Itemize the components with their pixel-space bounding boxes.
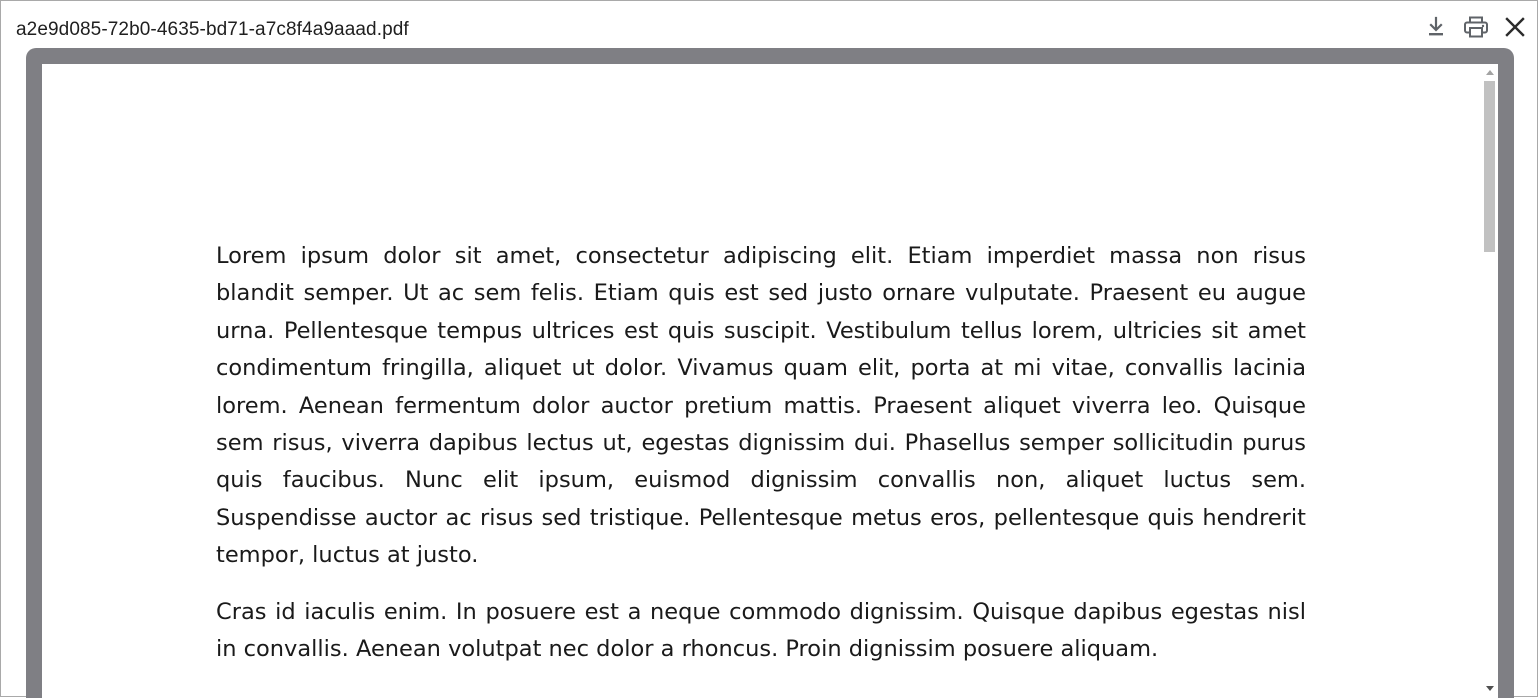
download-button[interactable] — [1422, 13, 1450, 41]
scroll-down-arrow-icon[interactable] — [1486, 686, 1494, 691]
scroll-up-arrow-icon[interactable] — [1486, 70, 1494, 75]
pdf-viewer — [26, 48, 1514, 698]
close-button[interactable] — [1501, 13, 1529, 41]
document-text — [216, 238, 1306, 687]
pdf-page — [42, 64, 1498, 698]
vertical-scrollbar[interactable] — [1482, 64, 1498, 698]
paragraph: Lorem ipsum dolor sit amet, consectetur adipiscing elit. Etiam imperdiet massa non risus blandit semper. Ut ac sem felis. Etiam quis est sed justo ornare vulputate. Praesent eu augue urna. Pellentesque tempus ultrices est quis suscipit. Vestibulum tellus lorem, ultricies sit amet condimentum fringilla, aliquet ut dolor. Vivamus quam elit, porta at mi vitae, convallis lacinia lorem. Aenean fermentum dolor auctor pretium mattis. Praesent aliquet viverra leo. Quisque sem risus, viverra dapibus lectus ut, egestas dignissim dui. Phasellus semper sollicitudin purus quis faucibus. Nunc elit ipsum, euismod dignissim convallis non, aliquet luctus sem. Suspendisse auctor ac risus sed tristique. Pellentesque metus eros, pellentesque quis hendrerit tempor, luctus at justo. — [216, 243, 1306, 569]
file-name-title: a2e9d085-72b0-4635-bd71-a7c8f4a9aaad.pdf — [16, 19, 409, 40]
scroll-thumb[interactable] — [1484, 81, 1495, 252]
close-icon — [1504, 16, 1526, 38]
printer-icon — [1463, 16, 1489, 38]
download-icon — [1425, 16, 1447, 38]
paragraph: Cras id iaculis enim. In posuere est a neque commodo dignissim. Quisque dapibus egestas nisl in convallis. Aenean volutpat nec dolor a rhoncus. Proin dignissim posuere aliquam. — [216, 598, 1306, 663]
print-button[interactable] — [1462, 13, 1490, 41]
